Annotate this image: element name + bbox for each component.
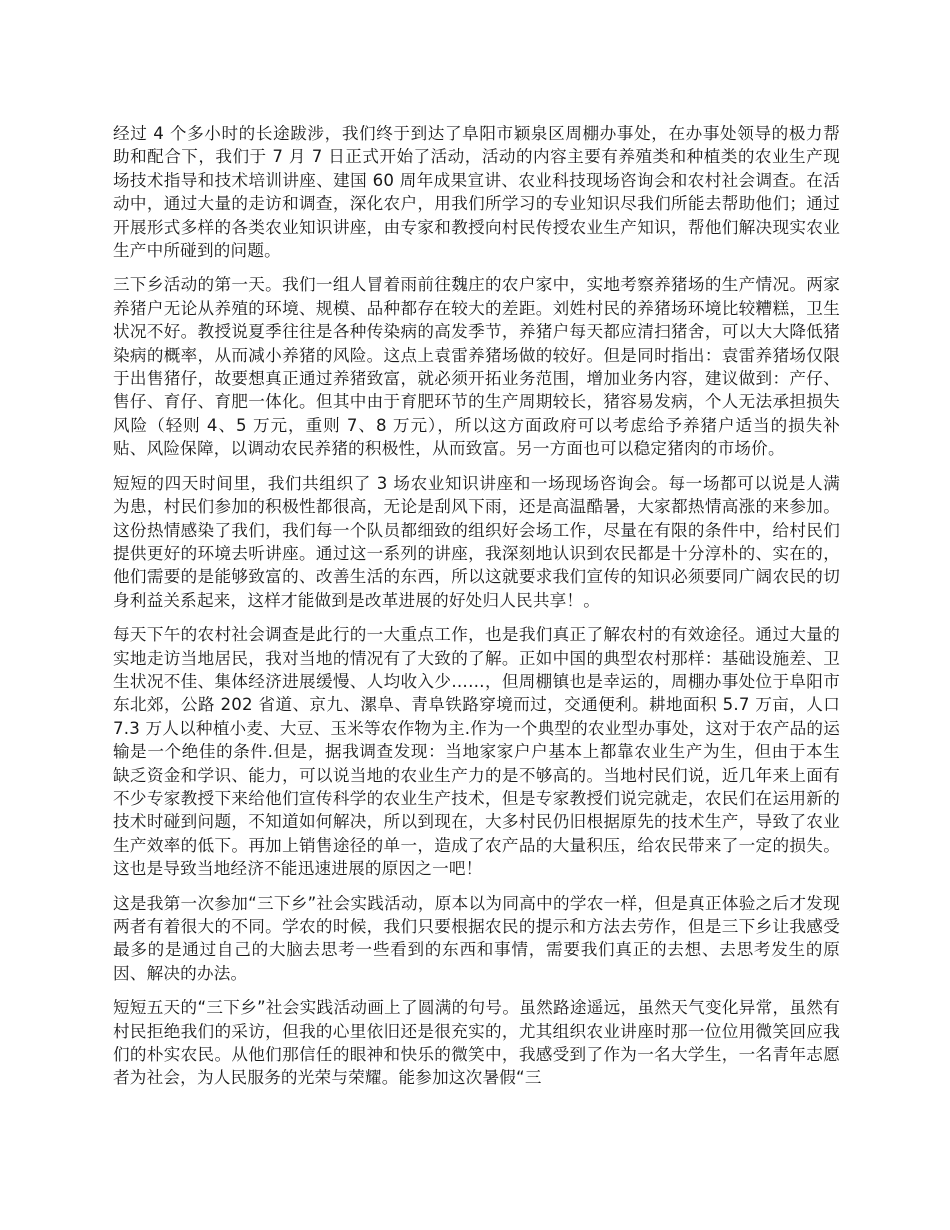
- paragraph-5: 这是我第一次参加“三下乡”社会实践活动，原本以为同高中的学农一样，但是真正体验之后才发现两者有着很大的不同。学农的时候，我们只要根据农民的提示和方法去劳作，但是三下乡让我感受最多的是通过自己的大脑去思考一些看到的东西和事情，需要我们真正的去想、去思考发生的原因、解决的办法。: [113, 893, 840, 983]
- paragraph-2: 三下乡活动的第一天。我们一组人冒着雨前往魏庄的农户家中，实地考察养猪场的生产情况。两家养猪户无论从养殖的环境、规模、品种都存在较大的差距。刘姓村民的养猪场环境比较糟糕，卫生状况不好。教授说夏季往往是各种传染病的高发季节，养猪户每天都应清扫猪舍，可以大大降低猪染病的概率，从而减小养猪的风险。这点上袁雷养猪场做的较好。但是同时指出：袁雷养猪场仅限于出售猪仔，故要想真正通过养猪致富，就必须开拓业务范围，增加业务内容，建议做到：产仔、售仔、育仔、育肥一体化。但其中由于育肥环节的生产周期较长，猪容易发病，个人无法承担损失风险（轻则 4、5 万元，重则 7、8 万元），所以这方面政府可以考虑给予养猪户适当的损失补贴、风险保障，以调动农民养猪的积极性，从而致富。另一方面也可以稳定猪肉的市场价。: [113, 275, 840, 459]
- paragraph-3: 短短的四天时间里，我们共组织了 3 场农业知识讲座和一场现场咨询会。每一场都可以说是人满为患，村民们参加的积极性都很高，无论是刮风下雨，还是高温酷暑，大家都热情高涨的来参加。这份热情感染了我们，我们每一个队员都细致的组织好会场工作，尽量在有限的条件中，给村民们提供更好的环境去听讲座。通过这一系列的讲座，我深刻地认识到农民都是十分淳朴的、实在的，他们需要的是能够致富的、改善生活的东西，所以这就要求我们宣传的知识必须要同广阔农民的切身利益关系起来，这样才能做到是改革进展的好处归人民共享！。: [113, 473, 840, 610]
- paragraph-1: 经过 4 个多小时的长途跋涉，我们终于到达了阜阳市颖泉区周棚办事处，在办事处领导的极力帮助和配合下，我们于 7 月 7 日正式开始了活动，活动的内容主要有养殖类和种植类的农业生产现场技术指导和技术培训讲座、建国 60 周年成果宣讲、农业科技现场咨询会和农村社会调查。在活动中，通过大量的走访和调查，深化农户，用我们所学习的专业知识尽我们所能去帮助他们；通过开展形式多样的各类农业知识讲座，由专家和教授向村民传授农业生产知识，帮他们解决现实农业生产中所碰到的问题。: [113, 124, 840, 261]
- paragraph-6: 短短五天的“三下乡”社会实践活动画上了圆满的句号。虽然路途遥远，虽然天气变化异常，虽然有村民拒绝我们的采访，但我的心里依旧还是很充实的，尤其组织农业讲座时那一位位用微笑回应我们的朴实农民。从他们那信任的眼神和快乐的微笑中，我感受到了作为一名大学生，一名青年志愿者为社会，为人民服务的光荣与荣耀。能参加这次暑假“三: [113, 998, 840, 1088]
- paragraph-4: 每天下午的农村社会调查是此行的一大重点工作，也是我们真正了解农村的有效途径。通过大量的实地走访当地居民，我对当地的情况有了大致的了解。正如中国的典型农村那样：基础设施差、卫生状况不佳、集体经济进展缓慢、人均收入少……，但周棚镇也是幸运的，周棚办事处位于阜阳市东北郊，公路 202 省道、京九、漯阜、青阜铁路穿境而过，交通便利。耕地面积 5.7 万亩，人口 7.3 万人以种植小麦、大豆、玉米等农作物为主.作为一个典型的农业型办事处，这对于农产品的运输是一个绝佳的条件.但是，据我调查发现：当地家家户户基本上都靠农业生产为生，但由于本生缺乏资金和学识、能力，可以说当地的农业生产力的是不够高的。当地村民们说，近几年来上面有不少专家教授下来给他们宣传科学的农业生产技术，但是专家教授们说完就走，农民们在运用新的技术时碰到问题，不知道如何解决，所以到现在，大多村民仍旧根据原先的技术生产，导致了农业生产效率的低下。再加上销售途径的单一，造成了农产品的大量积压，给农民带来了一定的损失。这也是导致当地经济不能迅速进展的原因之一吧！: [113, 625, 840, 879]
- document-body: [113, 122, 840, 1101]
